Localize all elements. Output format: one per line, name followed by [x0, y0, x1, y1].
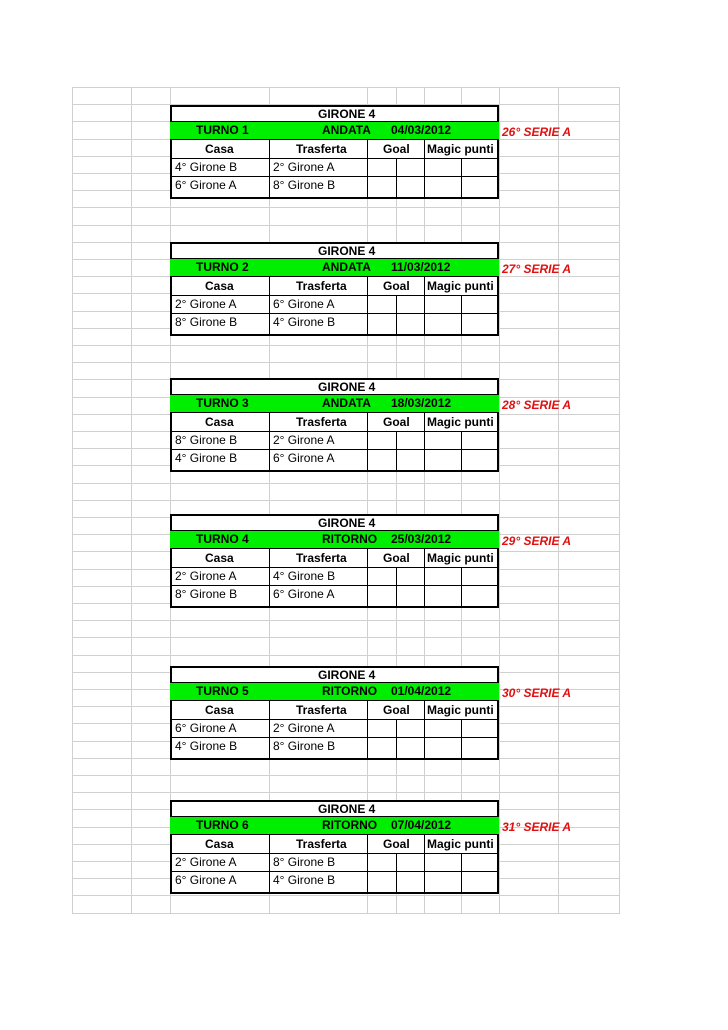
cell-divider: [367, 413, 368, 472]
grid-line: [72, 87, 619, 88]
header-casa: Casa: [205, 837, 234, 851]
away-team: 4° Girone B: [273, 873, 336, 887]
away-team: 8° Girone B: [273, 855, 336, 869]
match-row: [170, 159, 499, 177]
group-title: GIRONE 4: [318, 802, 376, 816]
home-team: 2° Girone A: [175, 569, 237, 583]
serie-a-label: 27° SERIE A: [502, 262, 572, 276]
serie-a-label: 30° SERIE A: [502, 686, 572, 700]
away-team: 6° Girone A: [273, 297, 335, 311]
header-trasferta: Trasferta: [296, 551, 347, 565]
leg-label: RITORNO: [322, 532, 378, 546]
cell-divider: [461, 720, 462, 760]
header-magic-punti: Magic punti: [427, 142, 494, 156]
schedule-block: [170, 666, 499, 760]
cell-divider: [461, 159, 462, 199]
header-goal: Goal: [383, 703, 410, 717]
home-team: 8° Girone B: [175, 315, 238, 329]
turn-row: [170, 531, 499, 549]
serie-a-label: 31° SERIE A: [502, 820, 572, 834]
cell-divider: [367, 835, 368, 894]
match-row: [170, 296, 499, 314]
schedule-block: [170, 800, 499, 894]
leg-label: ANDATA: [322, 123, 371, 137]
header-trasferta: Trasferta: [296, 703, 347, 717]
header-magic-punti: Magic punti: [427, 279, 494, 293]
cell-divider: [461, 854, 462, 894]
home-team: 4° Girone B: [175, 451, 238, 465]
block-inner: [170, 514, 499, 608]
cell-divider: [367, 549, 368, 608]
header-magic-punti: Magic punti: [427, 415, 494, 429]
home-team: 2° Girone A: [175, 855, 237, 869]
cell-divider: [461, 432, 462, 472]
block-inner: [170, 666, 499, 760]
cell-divider: [424, 413, 425, 472]
cell-divider: [424, 835, 425, 894]
header-trasferta: Trasferta: [296, 837, 347, 851]
header-magic-punti: Magic punti: [427, 703, 494, 717]
cell-divider: [424, 277, 425, 336]
header-goal: Goal: [383, 142, 410, 156]
schedule-block: [170, 105, 499, 199]
turn-label: TURNO 4: [196, 532, 249, 546]
turn-row: [170, 683, 499, 701]
grid-line: [72, 225, 619, 226]
header-goal: Goal: [383, 551, 410, 565]
away-team: 8° Girone B: [273, 739, 336, 753]
away-team: 2° Girone A: [273, 721, 335, 735]
grid-line: [72, 207, 619, 208]
block-inner: [170, 242, 499, 336]
header-casa: Casa: [205, 551, 234, 565]
cell-divider: [269, 549, 270, 608]
column-headers: [170, 140, 499, 159]
schedule-block: [170, 514, 499, 608]
leg-label: ANDATA: [322, 396, 371, 410]
column-headers: [170, 835, 499, 854]
cell-divider: [396, 720, 397, 760]
group-title: GIRONE 4: [318, 244, 376, 258]
away-team: 8° Girone B: [273, 178, 336, 192]
date-label: 18/03/2012: [391, 396, 452, 410]
date-label: 01/04/2012: [391, 684, 452, 698]
turn-row: [170, 817, 499, 835]
match-row: [170, 177, 499, 195]
group-header: [170, 514, 499, 531]
grid-line: [72, 637, 619, 638]
group-header: [170, 666, 499, 683]
home-team: 4° Girone B: [175, 739, 238, 753]
cell-divider: [424, 140, 425, 199]
header-trasferta: Trasferta: [296, 142, 347, 156]
cell-divider: [269, 701, 270, 760]
header-trasferta: Trasferta: [296, 279, 347, 293]
group-header: [170, 800, 499, 817]
match-row: [170, 720, 499, 738]
home-team: 6° Girone A: [175, 721, 237, 735]
leg-label: ANDATA: [322, 260, 371, 274]
group-header: [170, 242, 499, 259]
match-row: [170, 586, 499, 604]
away-team: 4° Girone B: [273, 315, 336, 329]
serie-a-label: 29° SERIE A: [502, 534, 572, 548]
header-casa: Casa: [205, 703, 234, 717]
turn-label: TURNO 6: [196, 818, 249, 832]
column-headers: [170, 413, 499, 432]
cell-divider: [396, 296, 397, 336]
away-team: 2° Girone A: [273, 433, 335, 447]
grid-line: [72, 362, 619, 363]
schedule-block: [170, 242, 499, 336]
header-goal: Goal: [383, 415, 410, 429]
schedule-block: [170, 378, 499, 472]
column-headers: [170, 701, 499, 720]
match-row: [170, 854, 499, 872]
away-team: 2° Girone A: [273, 160, 335, 174]
cell-divider: [424, 701, 425, 760]
turn-row: [170, 122, 499, 140]
cell-divider: [396, 159, 397, 199]
away-team: 6° Girone A: [273, 451, 335, 465]
turn-label: TURNO 3: [196, 396, 249, 410]
date-label: 25/03/2012: [391, 532, 452, 546]
away-team: 4° Girone B: [273, 569, 336, 583]
group-header: [170, 105, 499, 122]
match-row: [170, 738, 499, 756]
date-label: 04/03/2012: [391, 123, 452, 137]
grid-line: [72, 895, 619, 896]
date-label: 07/04/2012: [391, 818, 452, 832]
leg-label: RITORNO: [322, 684, 378, 698]
grid-line: [72, 500, 619, 501]
column-headers: [170, 549, 499, 568]
header-magic-punti: Magic punti: [427, 551, 494, 565]
grid-line: [72, 620, 619, 621]
home-team: 8° Girone B: [175, 433, 238, 447]
header-casa: Casa: [205, 279, 234, 293]
grid-line: [72, 775, 619, 776]
cell-divider: [367, 277, 368, 336]
grid-line: [72, 345, 619, 346]
match-row: [170, 314, 499, 332]
cell-divider: [461, 296, 462, 336]
leg-label: RITORNO: [322, 818, 378, 832]
turn-label: TURNO 2: [196, 260, 249, 274]
turn-row: [170, 259, 499, 277]
block-inner: [170, 105, 499, 199]
header-magic-punti: Magic punti: [427, 837, 494, 851]
cell-divider: [396, 854, 397, 894]
group-header: [170, 378, 499, 395]
cell-divider: [269, 413, 270, 472]
group-title: GIRONE 4: [318, 668, 376, 682]
group-title: GIRONE 4: [318, 380, 376, 394]
block-inner: [170, 800, 499, 894]
turn-label: TURNO 5: [196, 684, 249, 698]
cell-divider: [269, 140, 270, 199]
grid-line: [619, 87, 620, 914]
serie-a-label: 28° SERIE A: [502, 398, 572, 412]
away-team: 6° Girone A: [273, 587, 335, 601]
home-team: 4° Girone B: [175, 160, 238, 174]
home-team: 6° Girone A: [175, 178, 237, 192]
cell-divider: [424, 549, 425, 608]
cell-divider: [269, 277, 270, 336]
cell-divider: [269, 835, 270, 894]
cell-divider: [367, 140, 368, 199]
header-goal: Goal: [383, 837, 410, 851]
match-row: [170, 872, 499, 890]
cell-divider: [396, 568, 397, 608]
cell-divider: [396, 432, 397, 472]
grid-line: [72, 655, 619, 656]
match-row: [170, 568, 499, 586]
date-label: 11/03/2012: [391, 260, 451, 274]
grid-line: [72, 483, 619, 484]
serie-a-label: 26° SERIE A: [502, 125, 572, 139]
group-title: GIRONE 4: [318, 516, 376, 530]
header-goal: Goal: [383, 279, 410, 293]
home-team: 2° Girone A: [175, 297, 237, 311]
cell-divider: [461, 568, 462, 608]
header-casa: Casa: [205, 415, 234, 429]
column-headers: [170, 277, 499, 296]
turn-label: TURNO 1: [196, 123, 249, 137]
grid-line: [72, 792, 619, 793]
home-team: 8° Girone B: [175, 587, 238, 601]
turn-row: [170, 395, 499, 413]
header-casa: Casa: [205, 142, 234, 156]
grid-line: [72, 913, 619, 914]
match-row: [170, 432, 499, 450]
block-inner: [170, 378, 499, 472]
group-title: GIRONE 4: [318, 107, 376, 121]
match-row: [170, 450, 499, 468]
header-trasferta: Trasferta: [296, 415, 347, 429]
cell-divider: [367, 701, 368, 760]
home-team: 6° Girone A: [175, 873, 237, 887]
